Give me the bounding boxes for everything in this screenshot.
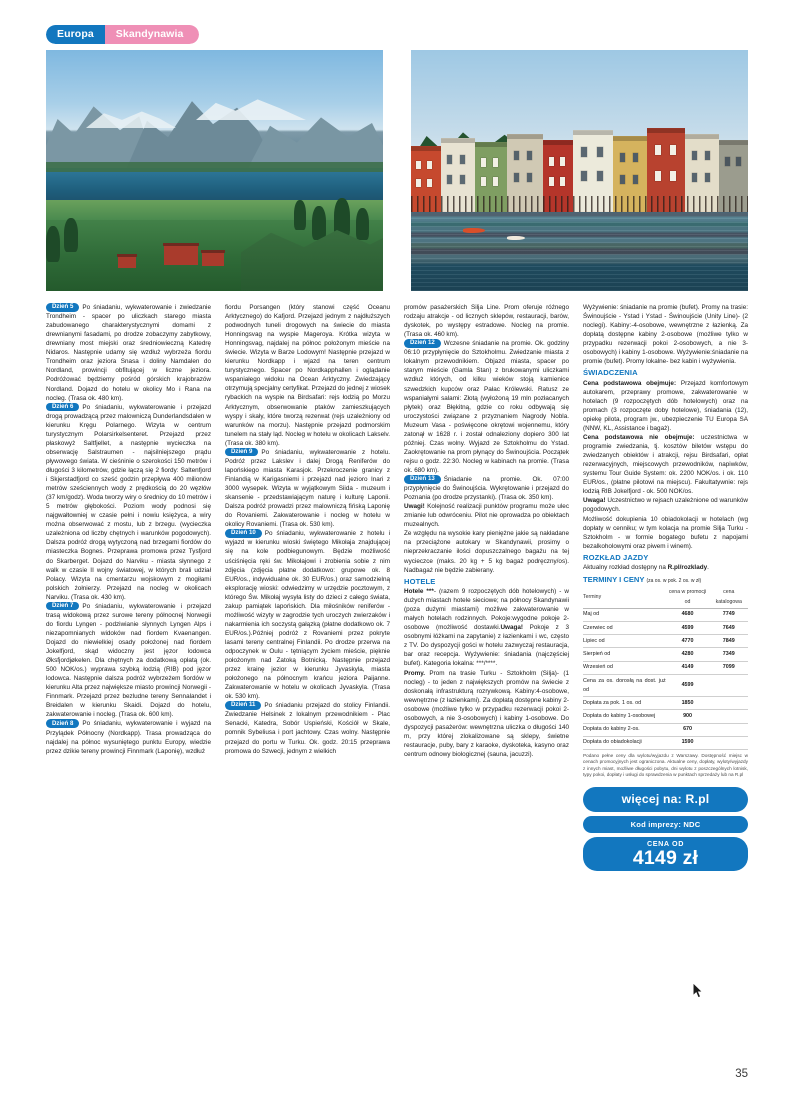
price-from-value: 4149 zł [632,846,699,869]
price-includes-label: Cena podstawowa obejmuje: [583,379,677,387]
row-catalog: 7099 [709,661,748,674]
table-row [583,621,748,634]
photo-trondheim-wharf [411,50,748,291]
extra-term: Dopłata do kabiny 2-os. [583,723,666,736]
red-farmhouse-2 [202,253,224,266]
price-col-catalog: cena katalogowa [709,587,748,608]
terms-heading-sub: (za os. w pok. 2 os. w zł) [646,578,702,585]
price-table [583,587,748,750]
extra-blank [709,674,748,696]
table-row [583,635,748,648]
hotels-text: - (razem 9 rozpoczętych dób hotelowych) - w dużych miastach hotele sieciowe; na północy Skandynawii (poza dużymi miastami) możliwe zakwaterowanie w małych hotelach rodzinnych. Pokoje:wygodne pokoje 2-osobowe (możliwość dostawki. [404,588,570,632]
dinners-paragraph: Możliwość dokupienia 10 obiadokolacji w hotelach (wg dopłaty w cenniku; w tym kolacja na promie Silja Turku - Sztokholm - w formie bogatego bufetu z napojami bezalkoholowymi oraz piwem i winem). [583,515,748,550]
tree-6 [46,226,60,262]
weather-uwaga-label: Uwaga! [583,497,606,505]
price-from-label: CENA OD [646,838,685,848]
row-promo: 4599 [666,621,710,634]
extra-value: 1590 [666,736,710,749]
hotels-uwaga-label: Uwaga! [500,624,524,632]
more-info-button[interactable]: więcej na: R.pl [583,787,748,812]
article-columns [46,303,748,871]
ferries-label: Promy. [404,669,426,677]
hotels-paragraph [404,587,569,668]
price-excludes-label: Cena podstawowa nie obejmuje: [583,434,695,442]
tree-1 [294,200,306,230]
day-7-text: Po śniadaniu, wykwaterowanie i przejazd trasą widokową przez surowe tereny północnej Norwegii do fiordu Lyngen - podziwianie słynnych Lyngen Alps i niezapomnianych widoków nad fiordem Kvaenangen. Dojazd do niewielkiej osady położonej nad fiordem Jokelfjord, skąd widoczny jest jęzor lodowca Øksfjordjøkelen. Dla chętnych za dodatkową opłatą (ok. 500 NOK/os.) wyprawa szybką łodzią (RIB) pod jęzor lodowca. Następnie dalsza podróż wybrzeżem fiordów w kierunku Alta przez największe miasto prowincji Norwegii - Finnmark. Przejazd przez bezludne tereny Sennalandet i Breidalen w kierunku Skaidi. Dojazd do hotelu, zakwaterowanie i nocleg. (Trasa ok. 600 km). [46,602,211,719]
day-6-paragraph [46,403,211,602]
extra-blank [709,736,748,749]
weather-note-paragraph [583,496,748,514]
day-tag-11: Dzień 11 [225,701,261,710]
price-includes-paragraph [583,379,748,433]
terms-heading-main: TERMINY I CENY [583,575,645,585]
section-heading-timetable: ROZKŁAD JAZDY [583,552,649,562]
price-includes-text: Przejazd komfortowym autokarem, przeprawy promowe, zakwaterowanie w hotelach (9 rozpoczętych dób hotelowych) oraz na promach (3 rozpoczęte doby hotelowe), śniadania (12), opiekę pilota, program jw., ubezpieczenie TU Europa SA (NNW, KL, Assistance i bagaż). [583,379,749,433]
price-table-header-row [583,587,748,608]
price-excludes-paragraph [583,433,748,496]
column-4 [583,303,748,871]
day-13-text: Śniadanie na promie. Ok. 07:00 przypłynięcie do Świnoujścia. Wykrętowanie i przejazd do Poznania (po drodze przystanki). (Trasa ok. 350 km). [404,476,569,502]
timetable-paragraph [583,563,748,572]
wharf-stilts [411,196,748,212]
table-row [583,608,748,621]
table-row [583,648,748,661]
day-10-paragraph [225,529,390,701]
day-tag-8: Dzień 8 [46,719,79,728]
day-10-text: Po śniadaniu, wykwaterowanie z hotelu i wyjazd w kierunku wioski świętego Mikołaja znajdującej się na kole podbiegunowym. Będzie możliwość uściśnięcia ręki św. Mikołajowi i zrobienia sobie z nim zdjęcia (zdjęcia płatne dodatkowo: grupowe ok. 8 EUR/os., indywidualne ok. 30 EUR/os.) oraz samodzielną eksplorację wioski: odwiedzimy w urzędzie pocztowym, z którego Św. Mikołaj wysyła listy do dzieci z całego świata, zakup pamiątek lapońskich. Dla miłośników reniferów - możliwość wizyty w zagrodzie tych uroczych zwierzaków i nakarmienia ich soczystą gałązką (płatne dodatkowo ok. 7 EUR/os.).Później podróż z Rovaniemi przez pokryte lasami tereny centralnej Finlandii. Po drodze przerwa na odpoczynek w Oulu - tętniącym życiem mieście, pięknie położonym nad Zatoką Botnicką. Następnie przejazd przez krainę jezior w kierunku Jyvaskyla, miasta położonego na północnym krańcu jeziora Paijanne. Zakwaterowanie w hotelu w okolicach Jyvaskyla. (Trasa ok. 530 km). [225,530,390,701]
uwagi-label: Uwagi! [404,503,425,511]
offer-code-badge: Kod imprezy: NDC [583,816,748,833]
day-tag-6: Dzień 6 [46,403,79,412]
weather-uwaga-text: Uczestnictwo w rejsach uzależnione od warunków pogodowych. [583,497,749,514]
ferries-continued: Wyżywienie: śniadanie na promie (bufet). Promy na trasie: Świnoujście - Ystad i Ystad - Świnoujście (Unity Line)- (2 noclegi). Kabiny:-4-osobowe, wewnętrzne z łazienką. Za dopłatą dostępne kabiny 2-osobowe (możliwe tylko w przypadku rezerwacji pokoi 2-osobowych, a nie 3-osobowych) i kabiny 1-osobowe. Wyżywienie:śniadanie na promie (bufet). Promy lokalne- bez kabin i wyżywienia. [583,304,748,366]
uwagi-paragraph [404,502,569,529]
extra-value: 4599 [666,674,710,696]
day-5-paragraph [46,303,211,403]
section-heading-services: ŚWIADCZENIA [583,368,638,378]
price-col-terms: Terminy [583,587,666,608]
price-col-promo: cena w promocji od [666,587,710,608]
ferries-paragraph [404,669,569,759]
day-11-text: Po śniadaniu przejazd do stolicy Finlandii. Zwiedzanie Helsinek z lokalnym przewodnikiem - Plac Senacki, Katedra, Sobór Uspieński, Kościół w Skale, pomnik Sybeliusa i port jachtowy. Czas wolny. Następnie przejazd do portu w Turku. Ok. godz. 20:15 przeprawa promowa do Szwecji, jednym z wielkich [225,702,390,755]
extra-blank [709,710,748,723]
timetable-link[interactable]: R.pl/rozklady [667,564,708,572]
price-disclaimer: Podano pełne ceny dla wylotu/wyjazdu z Warszawy. Dostępność miejsc w cenach promocyjnych jest ograniczona. Aktualne ceny, dopłaty, wyloty/wyjazdy z innych miast, możliwe długości pobytu, dni wylotu z poszczególnych lotnisk, typy pokoi, dopłaty i usługi do sprawdzenia w punktach sprzedaży lub na R.pl [583,753,748,777]
breadcrumb-region[interactable]: Skandynawia [105,25,200,44]
breadcrumb [46,25,199,44]
row-catalog: 7749 [709,608,748,621]
column-1 [46,303,211,871]
section-heading-terms [583,575,748,586]
extra-term: Dopłata za pok. 1 os. od [583,697,666,710]
table-row [583,736,748,749]
baggage-paragraph: Ze względu na wysokie kary pieniężne jakie są nakładane na przeciążone autokary w Skandynawii, prosimy o nieprzekraczanie ilości dopuszczalnego bagażu na tej wycieczce (maks. 20 kg + 5 kg bagaż podręczny/os). Nadbagaż nie będzie zabierany. [404,530,569,574]
extra-value: 1850 [666,697,710,710]
meadow-edge [46,200,383,220]
mouse-cursor [693,983,704,999]
day-8-text: Po śniadaniu, wykwaterowanie i wyjazd na Przylądek Północny (Nordkapp). Trasa prowadząca do najdalej na północ wysuniętego punktu Europy, wiedzie przez dzikie tereny prowincji Finnmark (Laponię), wzdłuż [46,720,211,755]
day-12-paragraph [404,339,569,475]
column-2 [225,303,390,871]
day-tag-12: Dzień 12 [404,339,441,348]
day-12-text: Wczesne śniadanie na promie. Ok. godziny 06:10 przypłynięcie do Sztokholmu. Zwiedzanie miasta z lokalnym przewodnikiem. Objazd miasta, spacer po starym mieście (Gamla Stan) z brukowanymi uliczkami wzdłuż których, od kilku wieków stoją kamienice szwedzkich kupców oraz Pałac Królewski. Ratusz ze wspaniałymi salami: Złotą (wyłożoną 19 mln pozłacanych płytek) oraz Błękitną, gdzie co roku odbywają się uroczystości związane z przyznaniem Nagrody Nobla. Muzeum Vasa - poświęcone okrętowi wojennemu, który zatonął w 1628 r. i został odnaleziony dopiero 300 lat później. Czas wolny. Wyjazd ze Sztokholmu do Ystad. Zaokrętowanie na prom płynący do Świnoujścia. Początek rejsu o godz. 22:30. Nocleg w kabinach na promie. (Trasa ok. 680 km). [404,340,569,474]
day-11-paragraph [225,701,390,755]
tree-5 [64,218,78,252]
day-8-paragraph [46,719,211,755]
tree-4 [356,208,369,240]
day-8-continued: fiordu Porsangen (który stanowi część Oceanu Arktycznego) do Kafjord. Przejazd jednym z najdłuższych podwodnych tuneli drogowych na świecie do miasta Honningsvag na wyspie Mageroya. Krótka wizyta w Honningsvag, najdalej na północ położonym mieście na świecie. Wizyta w Barze Lodowym! Następnie przejazd w kierunku Nordkapp i wjazd na teren centrum turystycznego. Spacer po Nordkapphallen i oglądanie wspaniałego widoku na Ocean Arktyczny. Zwiedzający otrzymują specjalny certyfikat. Przejazd do jednej z wiosek rybackich na wyspie na Birdsafari: rejs łodzią po Morzu Arktycznym, obserwowanie ptaków zamieszkujących wyspy i skały, które tworzą rezerwat (rejs uzależniony od warunków na morzu). Następnie przejazd podmorskim tunelem na stały ląd. Nocleg w hotelu w okolicach Lakselv. (Trasa ok. 380 km). [225,304,390,447]
table-row [583,710,748,723]
ferries-text: Prom na trasie Turku - Sztokholm (Silja)- (1 nocleg) - to jeden z największych promów na świecie z doskonałą infrastrukturą rozrywkową. Kabiny:4-osobowe, wewnętrzne (z łazienkami). Za dopłatą dostępne kabiny 2-osobowe (możliwe tylko w przypadku rezerwacji pokoi 2-osobowych, a nie 3-osobowych) i kabiny 1-osobowe. Do dyspozycji pasażerów: wewnętrzna uliczka o długości 140 m, przy której zlokalizowane są sklepy, świetne restauracje, puby, bary z karaoke, dyskoteka, kasyno oraz centrum odnowy biologicznej (sauna, jacuzzi). [404,669,569,758]
column-3 [404,303,569,871]
page-number: 35 [735,1068,748,1080]
section-heading-hotels: HOTELE [404,576,436,586]
boat-white [507,236,525,240]
uwagi-text: Kolejność realizacji punktów programu może ulec zmianie lub odwróceniu. Pilot nie oprowadza po obiektach muzealnych. [404,503,569,529]
timetable-text: Aktualny rozkład dostępny na [583,564,668,572]
day-13-paragraph [404,475,569,502]
breadcrumb-continent[interactable]: Europa [46,25,105,44]
day-11-continued: promów pasażerskich Silja Line. Prom oferuje różnego rodzaju atrakcje - od licznych sklepów, restauracji, barów, dyskotek, po występy estradowe. Nocleg na promie. (Trasa ok. 460 km). [404,304,569,339]
hotels-label: Hotele *** [404,588,434,596]
row-promo: 4280 [666,648,710,661]
day-tag-13: Dzień 13 [404,475,441,484]
day-tag-5: Dzień 5 [46,303,79,312]
row-catalog: 7849 [709,635,748,648]
row-term: Czerwiec od [583,621,666,634]
day-tag-7: Dzień 7 [46,602,79,611]
day-tag-10: Dzień 10 [225,529,262,538]
price-excludes-text: uczestnictwa w programie zwiedzania, tj. kosztów biletów wstępu do zwiedzanych obiektów i atrakcji, rejsu Birdsafari, opłat rezerwacyjnych, miejscowych przewodników, napiwków, systemu Tour Guide System: ok. 2200 NOK/os. i ok. 110 EUR/os., (płatne pilotowi na miejscu). Fakultatywnie: rejs łodzią RIB Jokelfjord - ok. 500 NOK/os. [583,434,748,496]
table-row [583,697,748,710]
day-5-text: Po śniadaniu, wykwaterowanie i zwiedzanie Trondheim - spacer po uliczkach starego miasta zabudowanego charakterystycznymi domami z drewnianymi fasadami, po drodze zobaczymy zabytkowy, drewniany most miejski oraz średniowieczną Katedrę Nidaros. Następnie udamy się wzdłuż wybrzeża fiordu Trondheim oraz jeziora Snasa i doliny Namdalen do Nordland, prowincji obfitującej w liczne jeziora. Podróżować będziemy pośród górskich krajobrazów Nordland. Dojazd do hotelu w okolicy Mo i Rana na nocleg. (Trasa ok. 480 km). [46,304,211,402]
far-shore [46,162,383,172]
extra-value: 900 [666,710,710,723]
row-term: Sierpień od [583,648,666,661]
day-9-paragraph [225,448,390,530]
extra-blank [709,697,748,710]
day-9-text: Po śniadaniu, wykwaterowanie z hotelu. Podróż przez Lakslev i dalej Drogą Reniferów do lapońskiego miasta Karasjok. Przekroczenie granicy z Finlandią w Karigasniemi i przejazd nad jezioro Inari z 3000 wysepek. Wizyta w wyjątkowym Siida - muzeum i skansenie - przedstawiającym naturę i kulturę Laponii. Dalsza podróż prowadzi przez malowniczą fińską Laponię do Rovaniemi. Zakwaterowanie i nocleg w hotelu w okolicy Rovaniemi. (Trasa ok. 530 km). [225,448,390,529]
cta-group [583,787,748,871]
day-6-text: Po śniadaniu, wykwaterowanie i przejazd drogą prowadzącą przez malowniczą Dunderlandsdalen w kierunku Kręgu Polarnego. Wizyta w centrum turystycznym Polarsirkelsenteret. Przejazd przez płaskowyż Saltfjellet, a następnie wycieczka na obserwację Salstraumen - najsilniejszego prądu pływowego świata. W cieśninie o szerokości 150 metrów i długości 3 kilometrów, gdzie łączą się 2 fiordy: Saltenfjord i Skjerstadfjord co sześć godzin przepływa 400 milionów metrów sześciennych wody z prędkością do 20 węzłów (37 km/godz). Woda tworzy wiry o średnicy do 10 metrów i 5 metrów głębokości. Poziom wody podnosi się najgwałtowniej w czasie pełni i nowiu księżyca, a wiry można obserwować z mostu, lub z brzegu. (wycieczka uzależniona od liczby chętnych i warunków pogodowych). Dalsza podróż drogą wytyczoną nad brzegami fiordów do miasteczka Bognes. Przeprawa promowa przez Tysfjord do Skarberget. Dojazd do Narviku - miasta słynnego z walk w czasie II wojny światowej, w których brali udział Polacy. Wizyta na cmentarzu wojskowym z mogiłami polskich żołnierzy. Przejazd na nocleg w okolicach Narviku. (Trasa ok. 430 km). [46,403,211,601]
row-term: Wrzesień od [583,661,666,674]
red-farmhouse-3 [118,257,136,268]
extra-term: Dopłata do obiadokolacji [583,736,666,749]
day-7-paragraph [46,602,211,720]
row-term: Lipiec od [583,635,666,648]
row-catalog: 7649 [709,621,748,634]
row-promo: 4149 [666,661,710,674]
timetable-end: . [707,564,709,572]
hotels-text-2: Pokoje z 3 osobnymi łóżkami na zapytanie) z łazienkami i wc, często z TV. Do dyspozycji gości w hotelu zazwyczaj restauracja, bar oraz recepcja. Wyżywienie: śniadania (najczęściej bufet). Kategoria lokalna: ***/****. [404,624,570,668]
table-row [583,661,748,674]
row-catalog: 7349 [709,648,748,661]
photo-fjord-landscape [46,50,383,291]
extra-blank [709,723,748,736]
extra-value: 670 [666,723,710,736]
tree-2 [312,206,326,240]
price-from-badge [583,837,748,871]
extra-term: Dopłata do kabiny 1-osobowej [583,710,666,723]
row-promo: 4770 [666,635,710,648]
day-tag-9: Dzień 9 [225,448,258,457]
table-row [583,723,748,736]
row-term: Maj od [583,608,666,621]
boat-red [463,228,485,233]
water-ripples [411,218,748,291]
row-promo: 4680 [666,608,710,621]
table-row [583,674,748,696]
extra-term: Cena za os. dorosłą na dost. już od [583,674,666,696]
red-farmhouse-1 [164,246,198,265]
